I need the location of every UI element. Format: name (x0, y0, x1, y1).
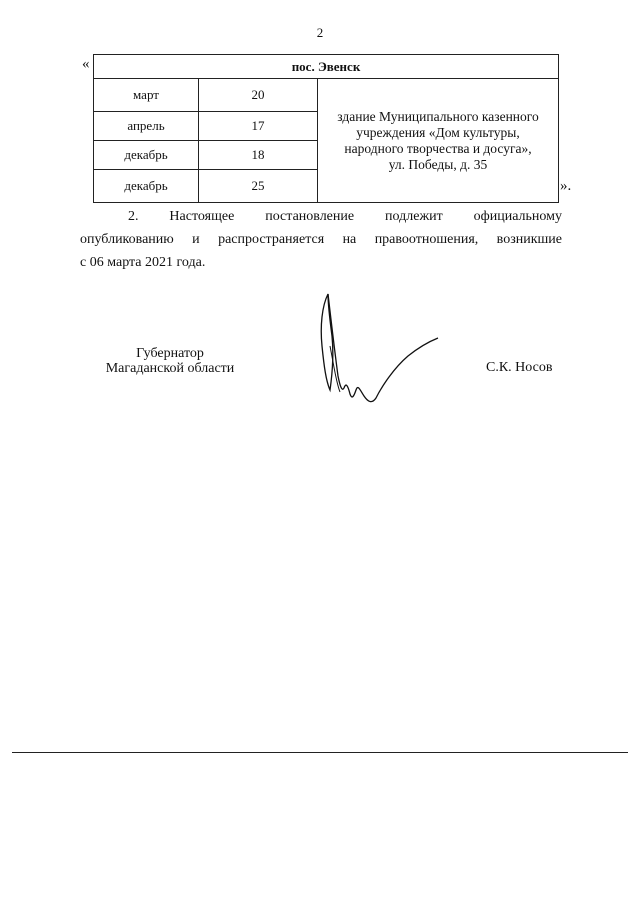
venue-line: народного творчества и досуга», (344, 140, 532, 156)
venue-line: здание Муниципального казенного (337, 108, 539, 124)
month-cell: декабрь (94, 170, 199, 203)
venue-line: ул. Победы, д. 35 (388, 156, 488, 172)
day-cell: 20 (199, 79, 318, 112)
opening-quote: « (82, 56, 90, 72)
day-cell: 17 (199, 112, 318, 141)
bottom-divider (12, 752, 628, 753)
paragraph-line: 2. Настоящее постановление подлежит официальному (128, 209, 562, 224)
signer-title-line: Губернатор (136, 346, 204, 361)
closing-quote: ». (560, 178, 572, 194)
handwritten-signature (308, 286, 448, 416)
paragraph-line: опубликованию и распространяется на правоотношения, возникшие (80, 232, 562, 247)
signer-title-line: Магаданской области (105, 361, 235, 376)
day-cell: 18 (199, 141, 318, 170)
page-number: 2 (316, 25, 324, 40)
month-cell: апрель (94, 112, 199, 141)
month-cell: декабрь (94, 141, 199, 170)
signer-name: С.К. Носов (486, 360, 553, 375)
resolution-paragraph (80, 205, 562, 274)
day-cell: 25 (199, 170, 318, 203)
signer-title (90, 346, 250, 376)
month-cell: март (94, 79, 199, 112)
venue-line: учреждения «Дом культуры, (356, 124, 520, 140)
table-row (94, 79, 559, 112)
venue-cell (318, 79, 559, 203)
settlement-header: пос. Эвенск (94, 55, 559, 79)
paragraph-line: с 06 марта 2021 года. (80, 255, 206, 270)
schedule-table (93, 54, 559, 203)
table-header-row (94, 55, 559, 79)
